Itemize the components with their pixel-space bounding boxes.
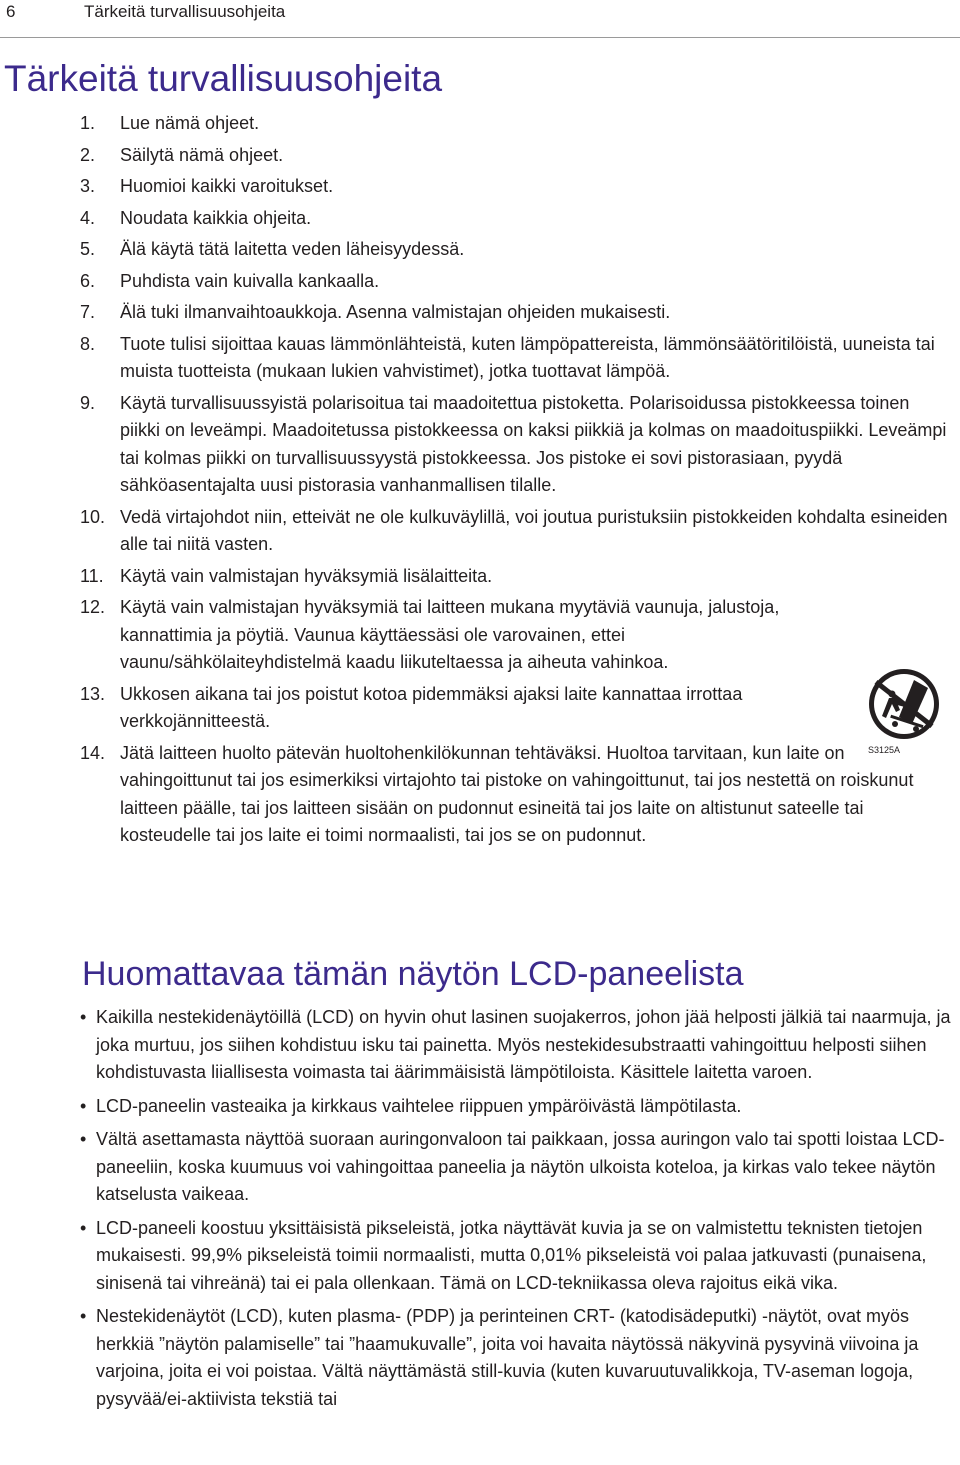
item-number: 7. [80, 302, 96, 322]
list-item [80, 1004, 952, 1087]
list-item [80, 142, 950, 170]
item-number: 2. [80, 144, 96, 165]
item-number: 11. [80, 565, 104, 586]
page-title: Tärkeitä turvallisuusohjeita [4, 58, 443, 99]
item-text: LCD-paneeli koostuu yksittäisistä pikseleistä, jotka näyttävät kuvia ja se on valmistettu teknisten tietojen mukaisesti. 99,9% pikseleistä toimii normaalisti, mutta 0,01% pikseleistä voi palaa jatkuvasti (punaisena, sinisenä tai vihreänä) tai ei pala ollenkaan. Tämä on LCD-tekniikassa oleva rajoitus eikä vika. [96, 1217, 927, 1293]
list-item [80, 390, 950, 500]
list-item [80, 268, 950, 296]
safety-instructions-list [80, 110, 950, 854]
list-item [80, 299, 950, 327]
item-number: 1. [80, 113, 96, 133]
item-text: Noudata kaikkia ohjeita. [120, 207, 312, 228]
item-number: 4. [80, 207, 96, 228]
item-text: Lue nämä ohjeet. [120, 113, 260, 133]
item-text: LCD-paneelin vasteaika ja kirkkaus vaihtelee riippuen ympäröivästä lämpötilasta. [96, 1095, 742, 1116]
item-number: 8. [80, 333, 96, 354]
list-item [80, 331, 950, 386]
item-text: Käytä vain valmistajan hyväksymiä lisälaitteita. [120, 565, 493, 586]
item-text: Käytä vain valmistajan hyväksymiä tai laitteen mukana myytäviä vaunuja, jalustoja, kannattimia ja pöytiä. Vaunua käyttäessäsi ole varovainen, ettei vaunu/sähkölaiteyhdistelmä kaadu liikuteltaessa ja aiheuta vahinkoa. [120, 597, 780, 672]
list-item [80, 594, 810, 677]
list-item [80, 236, 950, 264]
lcd-notes-list [80, 1004, 952, 1419]
list-item [80, 1126, 952, 1209]
list-item [80, 1215, 952, 1298]
bullet-icon: • [80, 1007, 87, 1027]
item-number: 6. [80, 270, 96, 291]
item-text: Käytä turvallisuussyistä polarisoitua tai maadoitettua pistoketta. Polarisoidussa pistokkeessa toinen piikki on leveämpi. Maadoitetussa pistokkeessa on kaksi piikkiä ja kolmas on maadoituspiikki. Leveämpi tai kolmas piikki on turvallisuussyystä pistokkeessa. Jos pistoke ei sovi pistorasiaan, pyydä sähköasentajalta uusi pistorasia vanhanmallisen tilalle. [120, 392, 947, 495]
list-item [80, 205, 950, 233]
item-text: Huomioi kaikki varoitukset. [120, 176, 334, 196]
cart-warning-code: S3125A [868, 745, 901, 755]
item-text: Jätä laitteen huolto pätevän huoltohenkilökunnan tehtäväksi. Huoltoa tarvitaan, kun laite on vahingoittunut tai jos esimerkiksi virtajohto tai pistoke on vahingoittunut, tai jos nestettä on roiskunut laitteen päälle, tai jos laitteen sisään on pudonnut esineitä tai jos laite on altistunut sateelle tai kosteudelle tai jos laite ei toimi normaalisti, tai jos se on pudonnut. [120, 742, 914, 845]
list-item [80, 563, 950, 591]
list-item [80, 110, 950, 138]
item-text: Älä käytä tätä laitetta veden läheisyydessä. [120, 239, 465, 259]
header-divider [0, 37, 960, 38]
section-title: Huomattavaa tämän näytön LCD-paneelista [82, 955, 744, 993]
item-text: Puhdista vain kuivalla kankaalla. [120, 270, 380, 291]
list-item [80, 681, 810, 736]
list-item [80, 740, 950, 850]
item-number: 9. [80, 392, 96, 413]
item-text: Tuote tulisi sijoittaa kauas lämmönlähteistä, kuten lämpöpattereista, lämmönsäätöritilöistä, uuneista tai muista tuotteista (mukaan lukien vahvistimet), jotka tuottavat lämpöä. [120, 333, 935, 381]
item-number: 13. [80, 683, 106, 704]
list-item [80, 173, 950, 201]
item-text: Älä tuki ilmanvaihtoaukkoja. Asenna valmistajan ohjeiden mukaisesti. [120, 302, 671, 322]
page-number: 6 [6, 2, 16, 21]
bullet-icon: • [80, 1306, 87, 1326]
item-number: 10. [80, 506, 106, 527]
running-title: Tärkeitä turvallisuusohjeita [84, 2, 286, 21]
item-number: 12. [80, 597, 106, 617]
item-number: 5. [80, 239, 96, 259]
item-number: 3. [80, 176, 96, 196]
list-item [80, 1303, 952, 1413]
bullet-icon: • [80, 1129, 87, 1149]
bullet-icon: • [80, 1217, 87, 1238]
item-text: Vedä virtajohdot niin, etteivät ne ole kulkuväylillä, voi joutua puristuksiin pistokkeiden kohdalta esineiden alle tai niitä vasten. [120, 506, 948, 554]
list-item [80, 1093, 952, 1121]
page-header [0, 0, 960, 40]
item-text: Säilytä nämä ohjeet. [120, 144, 284, 165]
item-text: Kaikilla nestekidenäytöillä (LCD) on hyvin ohut lasinen suojakerros, johon jää helposti jälkiä tai naarmuja, ja joka murtuu, jos siihen kohdistuu isku tai painetta. Myös nestekidesubstraatti vahingoittuu helposti siihen kohdistuvasta liiallisesta voimasta tai äärimmäisistä lämpötiloista. Käsittele laitetta varoen. [96, 1007, 951, 1082]
bullet-icon: • [80, 1095, 87, 1116]
item-text: Vältä asettamasta näyttöä suoraan auringonvaloon tai paikkaan, jossa auringon valo tai spotti loistaa LCD-paneeliin, koska kuumuus voi vahingoittaa paneelia ja näytön ulkoista koteloa, ja kirkas valo tekee näytön katselusta vaikeaa. [96, 1129, 945, 1204]
item-text: Ukkosen aikana tai jos poistut kotoa pidemmäksi ajaksi laite kannattaa irrottaa verkkojännitteestä. [120, 683, 743, 731]
list-item [80, 504, 950, 559]
item-text: Nestekidenäytöt (LCD), kuten plasma- (PDP) ja perinteinen CRT- (katodisädeputki) -näytöt, ovat myös herkkiä ”näytön palamiselle” tai ”haamukuvalle”, joita voi havaita näytössä näkyvinä pysyvinä viivoina ja varjoina, joita ei voi poistaa. Vältä näyttämästä still-kuvia (kuten kuvaruutuvalikkoja, TV-aseman logoja, pysyvää/ei-aktiivista tekstiä tai [96, 1306, 919, 1409]
item-number: 14. [80, 742, 106, 763]
